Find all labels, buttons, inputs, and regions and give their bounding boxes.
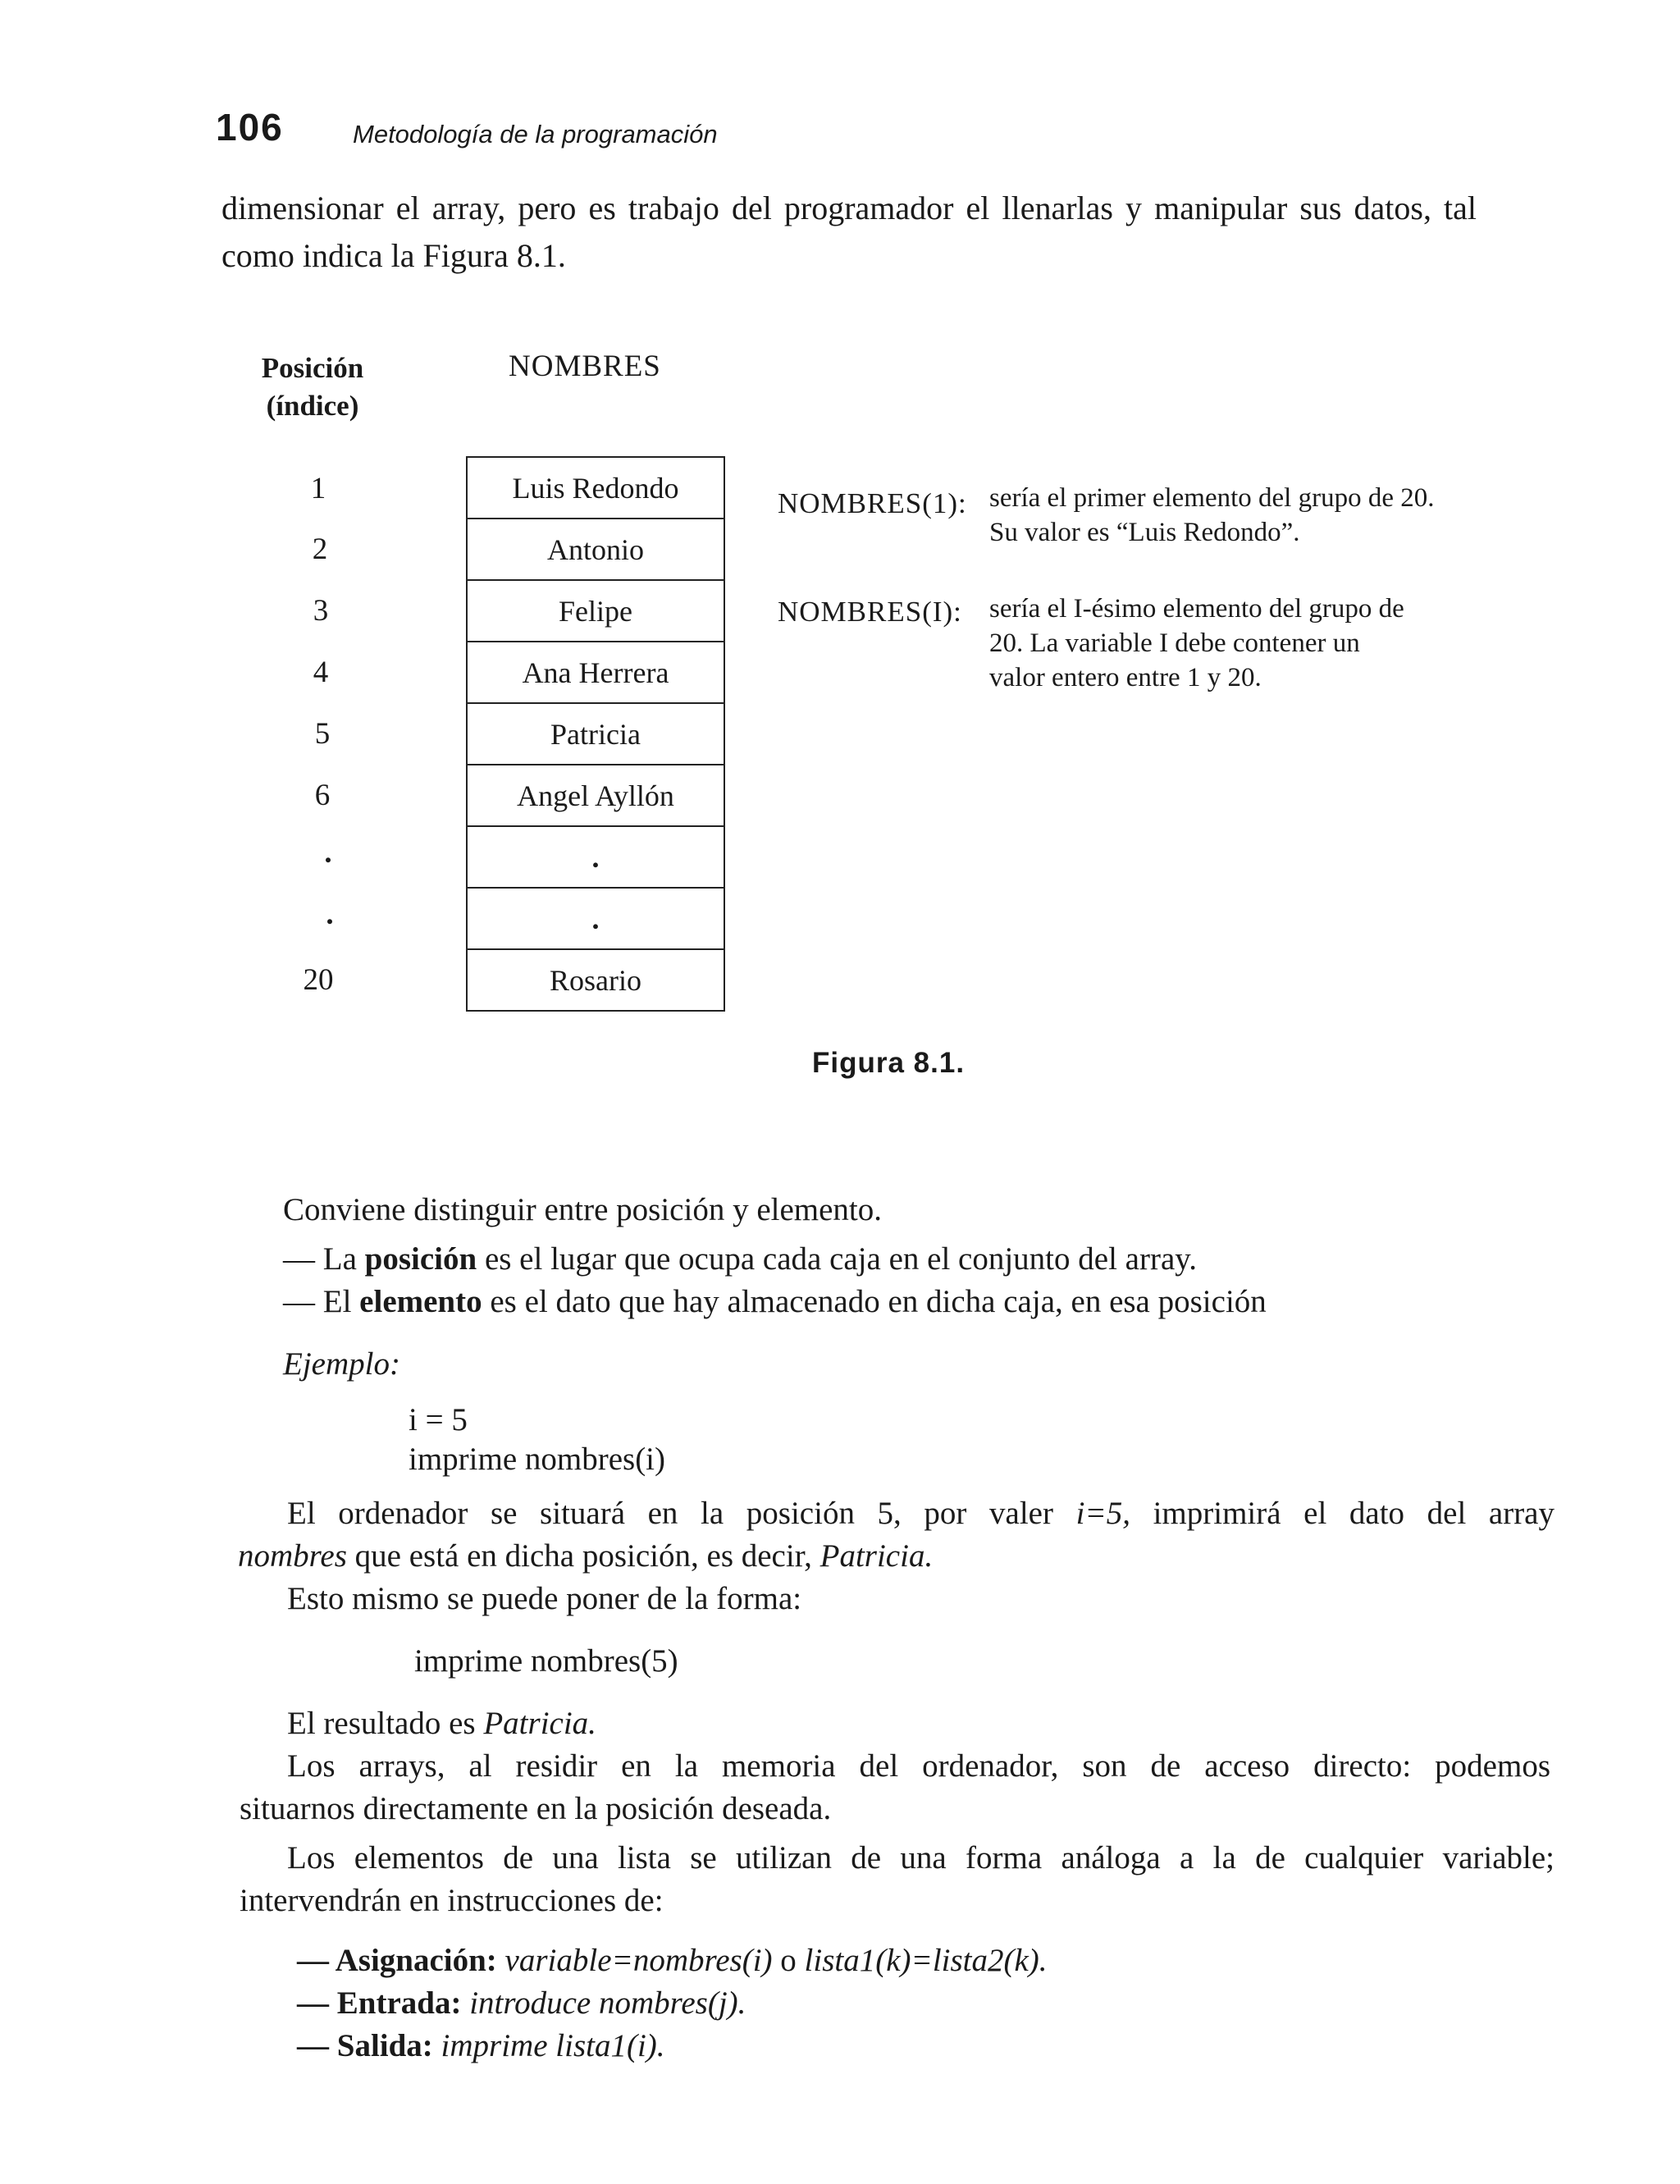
text-run: variable=nombres(i) [504,1943,773,1978]
array-cell: Luis Redondo [468,458,724,519]
array-cell: Patricia [468,704,724,765]
page-number: 106 [216,106,284,148]
paragraph-line [287,1493,1554,1534]
term-elemento: elemento [359,1284,482,1319]
index-label: 4 [313,656,329,689]
annotation-line: Su valor es “Luis Redondo”. [989,518,1300,547]
list-term: — Asignación: [297,1943,497,1978]
array-cell: Ana Herrera [468,642,724,704]
array-cell-ellipsis: . [468,827,724,889]
list-term: — Salida: [297,2028,433,2063]
paragraph [287,1703,596,1744]
text-run: El resultado es [287,1706,476,1741]
array-cell: Felipe [468,581,724,642]
example-label-text: Ejemplo: [283,1346,400,1382]
text-run: imprime lista1(i). [441,2028,665,2063]
term-posicion: posición [364,1241,477,1277]
bullet-position [283,1239,1197,1280]
array-cell: Angel Ayllón [468,765,724,827]
text-run: nombres [238,1538,347,1574]
array-cell: Antonio [468,519,724,581]
annotation-line: sería el primer elemento del grupo de 20. [989,483,1435,513]
annotation-label: NOMBRES(1): [778,487,967,519]
names-column-header: NOMBRES [509,350,661,383]
example-label [283,1344,400,1385]
position-column-header [243,350,382,425]
index-label: 2 [312,532,328,566]
paragraph-line [238,1536,933,1577]
list-item [297,1940,1048,1981]
intro-line-1: dimensionar el array, pero es trabajo del programador el llenarlas y manipular sus datos, tal [221,190,1477,226]
text-run: El ordenador se situará en la posición 5, por valer [287,1496,1053,1531]
position-header-label: Posición [261,352,364,384]
running-title: Metodología de la programación [353,120,718,148]
text-run: introduce nombres(j). [469,1985,746,2021]
annotation-text [989,592,1564,695]
array-cell-ellipsis: . [468,889,724,950]
figure-caption: Figura 8.1. [812,1047,966,1079]
annotation-line: sería el I-ésimo elemento del grupo de [989,594,1404,624]
bullet-dash: — La [283,1241,357,1277]
paragraph: Conviene distinguir entre posición y elemento. [283,1192,883,1227]
paragraph-line: Los elementos de una lista se utilizan de una forma análoga a la de cualquier variable; [287,1840,1554,1876]
code-line: imprime nombres(i) [409,1442,666,1477]
paragraph-line: situarnos directamente en la posición deseada. [240,1791,832,1826]
paragraph-line: intervendrán en instrucciones de: [240,1883,664,1918]
index-header-label: (índice) [266,390,359,422]
bullet-text: es el dato que hay almacenado en dicha caja, en esa posición [490,1284,1267,1319]
text-run: que está en dicha posición, es decir, [354,1538,812,1574]
bullet-text: es el lugar que ocupa cada caja en el conjunto del array. [484,1241,1197,1277]
text-run: Patricia. [483,1706,596,1741]
text-run: imprimirá el dato del array [1153,1496,1554,1531]
code-line: i = 5 [409,1402,468,1437]
list-item [297,1983,746,2024]
list-item [297,2026,665,2067]
annotation-line: 20. La variable I debe contener un [989,628,1360,658]
text-run: lista1(k)=lista2(k). [804,1943,1048,1978]
array-cell: Rosario [550,963,641,997]
paragraph-line: Los arrays, al residir en la memoria del ordenador, son de acceso directo: podemos [287,1748,1550,1784]
text-run: i=5, [1075,1496,1130,1531]
paragraph: Esto mismo se puede poner de la forma: [287,1581,802,1616]
annotation-text [989,481,1564,550]
text-run: o [780,1943,797,1978]
index-ellipsis: . [326,898,334,931]
index-ellipsis: . [324,836,332,870]
list-term: — Entrada: [297,1985,462,2021]
text-run: Patricia. [819,1538,934,1574]
index-label: 20 [303,963,334,997]
bullet-element [283,1282,1267,1323]
annotation-label: NOMBRES(I): [778,596,962,628]
intro-line-2: como indica la Figura 8.1. [221,237,566,274]
names-array-table [466,456,725,1012]
annotation-line: valor entero entre 1 y 20. [989,663,1262,692]
bullet-dash: — El [283,1284,352,1319]
code-line: imprime nombres(5) [414,1643,678,1679]
index-label: 5 [314,717,331,751]
index-label: 1 [310,472,326,505]
index-label: 6 [314,779,331,812]
index-label: 3 [313,594,329,628]
